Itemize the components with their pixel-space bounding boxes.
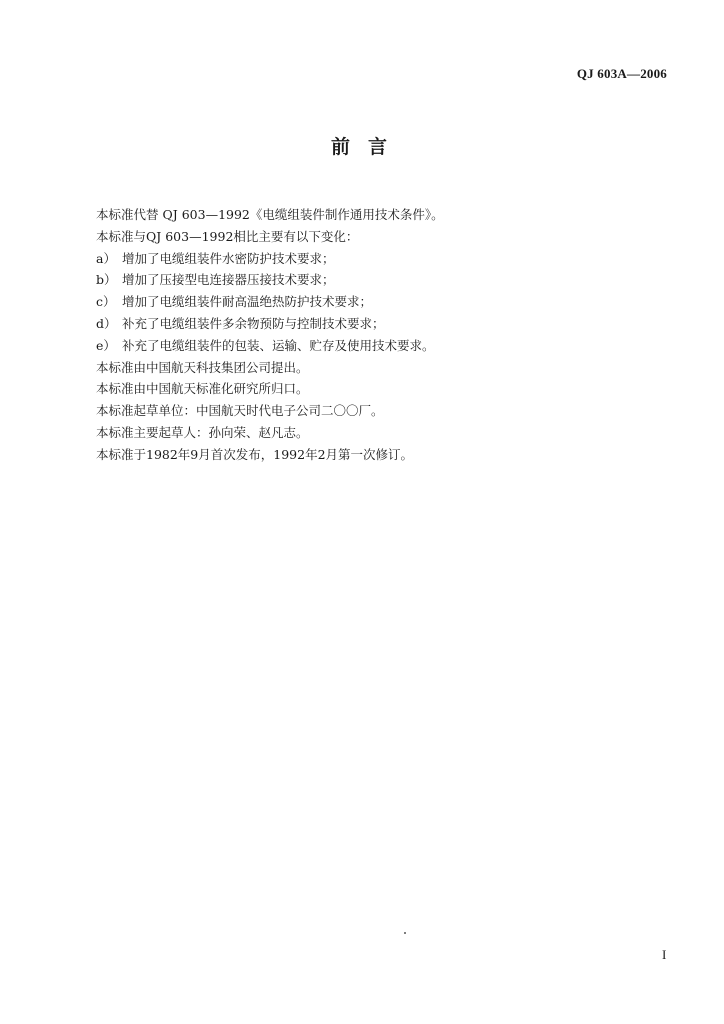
change-item-text: 增加了电缆组装件耐高温绝热防护技术要求； [122,294,373,310]
managed-by-paragraph: 本标准由中国航天标准化研究所归口。 [96,381,309,397]
change-item-label: b） [96,272,117,288]
change-item-text: 补充了电缆组装件多余物预防与控制技术要求； [122,315,385,331]
page-title: 前言 [330,136,405,158]
change-item [96,291,656,313]
change-item [96,313,656,335]
standard-number: QJ 603A—2006 [576,66,667,81]
proposed-by-paragraph: 本标准由中国航天科技集团公司提出。 [96,359,309,375]
changes-intro-paragraph: 本标准与QJ 603—1992相比主要有以下变化： [96,228,359,244]
change-item-label: e） [96,337,116,353]
change-item-text: 增加了电缆组装件水密防护技术要求； [122,250,335,266]
change-item-text: 补充了电缆组装件的包装、运输、贮存及使用技术要求。 [122,337,435,353]
drafters-paragraph: 本标准主要起草人：孙向荣、赵凡志。 [96,424,309,440]
page-number: I [662,947,667,962]
change-item-label: d） [96,315,117,331]
change-item-text: 增加了压接型电连接器压接技术要求； [122,272,335,288]
change-item-label: a） [96,250,116,266]
change-item [96,248,656,270]
change-item-label: c） [96,294,116,310]
scan-speck [404,932,406,934]
change-item [96,335,656,357]
drafting-unit-paragraph: 本标准起草单位：中国航天时代电子公司二〇〇厂。 [96,403,384,419]
foreword-body [96,204,656,466]
replaces-paragraph: 本标准代替 QJ 603—1992《电缆组装件制作通用技术条件》。 [96,207,444,222]
history-paragraph: 本标准于1982年9月首次发布，1992年2月第一次修订。 [96,446,414,462]
change-item [96,269,656,291]
